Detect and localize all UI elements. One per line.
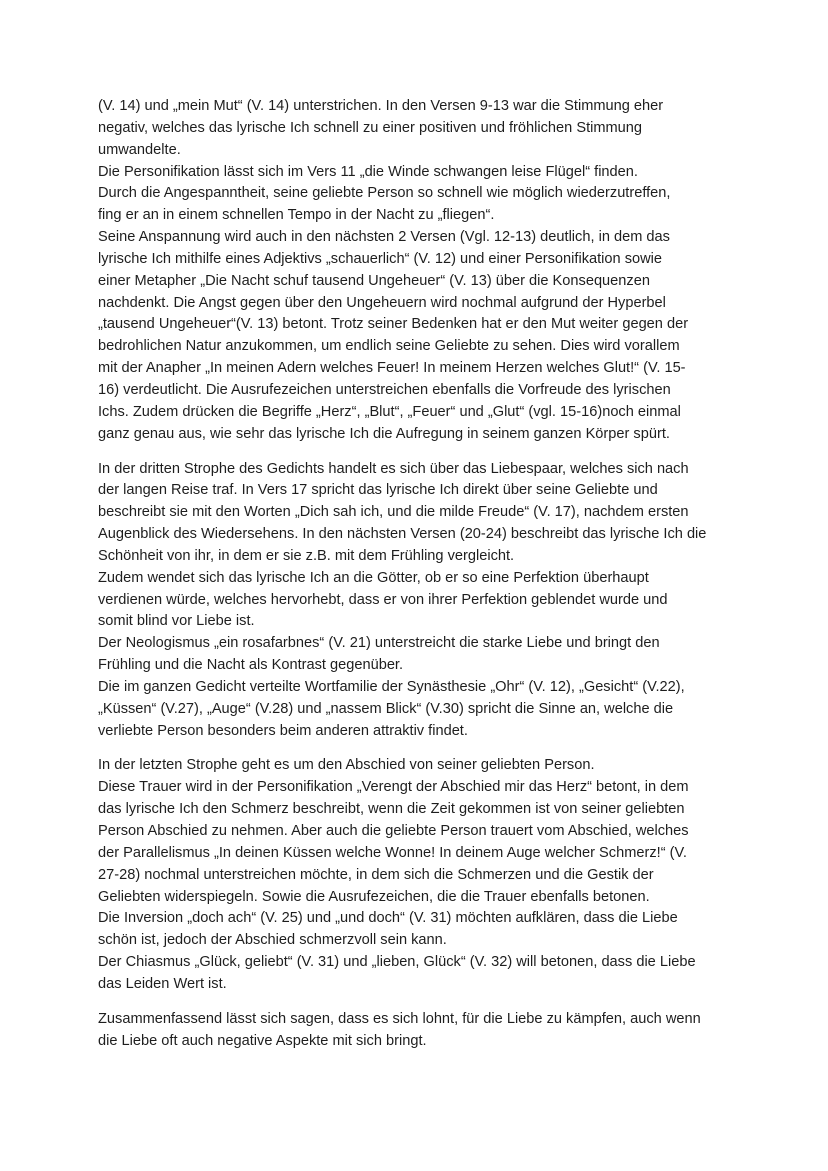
text-line: schön ist, jedoch der Abschied schmerzvoll sein kann. <box>98 932 447 949</box>
text-line: 16) verdeutlicht. Die Ausrufezeichen unterstreichen ebenfalls die Vorfreude des lyrischen <box>98 381 671 398</box>
text-line: beschreibt sie mit den Worten „Dich sah ich, und die milde Freude“ (V. 17), nachdem ersten <box>98 504 689 521</box>
text-line: das Leiden Wert ist. <box>98 975 227 992</box>
text-line: mit der Anapher „In meinen Adern welches Feuer! In meinem Herzen welches Glut!“ (V. 15- <box>98 360 686 377</box>
text-line: Zudem wendet sich das lyrische Ich an die Götter, ob er so eine Perfektion überhaupt <box>98 569 649 586</box>
text-line: In der dritten Strophe des Gedichts handelt es sich über das Liebespaar, welches sich nach <box>98 460 689 477</box>
text-line: die Liebe oft auch negative Aspekte mit sich bringt. <box>98 1032 427 1049</box>
text-line: „tausend Ungeheuer“(V. 13) betont. Trotz seiner Bedenken hat er den Mut weiter gegen der <box>98 316 689 333</box>
text-line: der Parallelismus „In deinen Küssen welche Wonne! In deinem Auge welcher Schmerz!“ (V. <box>98 844 687 861</box>
document-page <box>98 96 738 1065</box>
text-line: (V. 14) und „mein Mut“ (V. 14) unterstrichen. In den Versen 9-13 war die Stimmung eher <box>98 98 664 114</box>
text-line: somit blind vor Liebe ist. <box>98 613 255 630</box>
text-line: Geliebten widerspiegeln. Sowie die Ausrufezeichen, die die Trauer ebenfalls betonen. <box>98 888 650 905</box>
text-line: umwandelte. <box>98 141 181 158</box>
text-line: Augenblick des Wiedersehens. In den nächsten Versen (20-24) beschreibt das lyrische Ich die <box>98 526 707 543</box>
text-line: Der Chiasmus „Glück, geliebt“ (V. 31) und „lieben, Glück“ (V. 32) will betonen, dass die Liebe <box>98 954 696 971</box>
text-line: Ichs. Zudem drücken die Begriffe „Herz“, „Blut“, „Feuer“ und „Glut“ (vgl. 15-16)noch einmal <box>98 403 681 420</box>
text-line: verliebte Person besonders beim anderen attraktiv findet. <box>98 722 468 739</box>
text-line: Durch die Angespanntheit, seine geliebte Person so schnell wie möglich wiederzutreffen, <box>98 185 671 202</box>
text-line: das lyrische Ich den Schmerz beschreibt, wenn die Zeit gekommen ist von seiner geliebten <box>98 801 685 818</box>
paragraph-4 <box>98 1009 738 1053</box>
text-line: ganz genau aus, wie sehr das lyrische Ich die Aufregung in seinem ganzen Körper spürt. <box>98 425 670 442</box>
text-line: fing er an in einem schnellen Tempo in der Nacht zu „fliegen“. <box>98 207 495 224</box>
text-line: bedrohlichen Natur anzukommen, um endlich seine Geliebte zu sehen. Dies wird vorallem <box>98 338 680 355</box>
text-line: In der letzten Strophe geht es um den Abschied von seiner geliebten Person. <box>98 757 595 774</box>
text-line: einer Metapher „Die Nacht schuf tausend Ungeheuer“ (V. 13) über die Konsequenzen <box>98 272 650 289</box>
text-line: Frühling und die Nacht als Kontrast gegenüber. <box>98 657 404 674</box>
text-line: Zusammenfassend lässt sich sagen, dass es sich lohnt, für die Liebe zu kämpfen, auch wenn <box>98 1010 701 1027</box>
text-line: Diese Trauer wird in der Personifikation „Verengt der Abschied mir das Herz“ betont, in dem <box>98 779 689 796</box>
text-line: 27-28) nochmal unterstreichen möchte, in dem sich die Schmerzen und die Gestik der <box>98 866 654 883</box>
text-line: der langen Reise traf. In Vers 17 spricht das lyrische Ich direkt über seine Geliebte und <box>98 482 658 499</box>
paragraph-2 <box>98 459 738 743</box>
text-line: nachdenkt. Die Angst gegen über den Ungeheuern wird nochmal aufgrund der Hyperbel <box>98 294 666 311</box>
text-line: „Küssen“ (V.27), „Auge“ (V.28) und „nassem Blick“ (V.30) spricht die Sinne an, welche die <box>98 700 674 717</box>
text-line: Seine Anspannung wird auch in den nächsten 2 Versen (Vgl. 12-13) deutlich, in dem das <box>98 229 670 246</box>
text-line: Der Neologismus „ein rosafarbnes“ (V. 21) unterstreicht die starke Liebe und bringt den <box>98 635 660 652</box>
text-line: Die im ganzen Gedicht verteilte Wortfamilie der Synästhesie „Ohr“ (V. 12), „Gesicht“ (V.22), <box>98 678 685 695</box>
paragraph-3 <box>98 755 738 995</box>
text-line: lyrische Ich mithilfe eines Adjektivs „schauerlich“ (V. 12) und einer Personifikation sowie <box>98 250 663 267</box>
paragraph-1 <box>98 96 738 446</box>
text-line: Die Inversion „doch ach“ (V. 25) und „und doch“ (V. 31) möchten aufklären, dass die Liebe <box>98 910 678 927</box>
text-line: Die Personifikation lässt sich im Vers 11 „die Winde schwangen leise Flügel“ finden. <box>98 163 638 180</box>
text-line: negativ, welches das lyrische Ich schnell zu einer positiven und fröhlichen Stimmung <box>98 119 643 136</box>
text-line: verdienen würde, welches hervorhebt, dass er von ihrer Perfektion geblendet wurde und <box>98 591 668 608</box>
text-line: Schönheit von ihr, in dem er sie z.B. mit dem Frühling vergleicht. <box>98 547 515 564</box>
text-line: Person Abschied zu nehmen. Aber auch die geliebte Person trauert vom Abschied, welches <box>98 823 689 839</box>
